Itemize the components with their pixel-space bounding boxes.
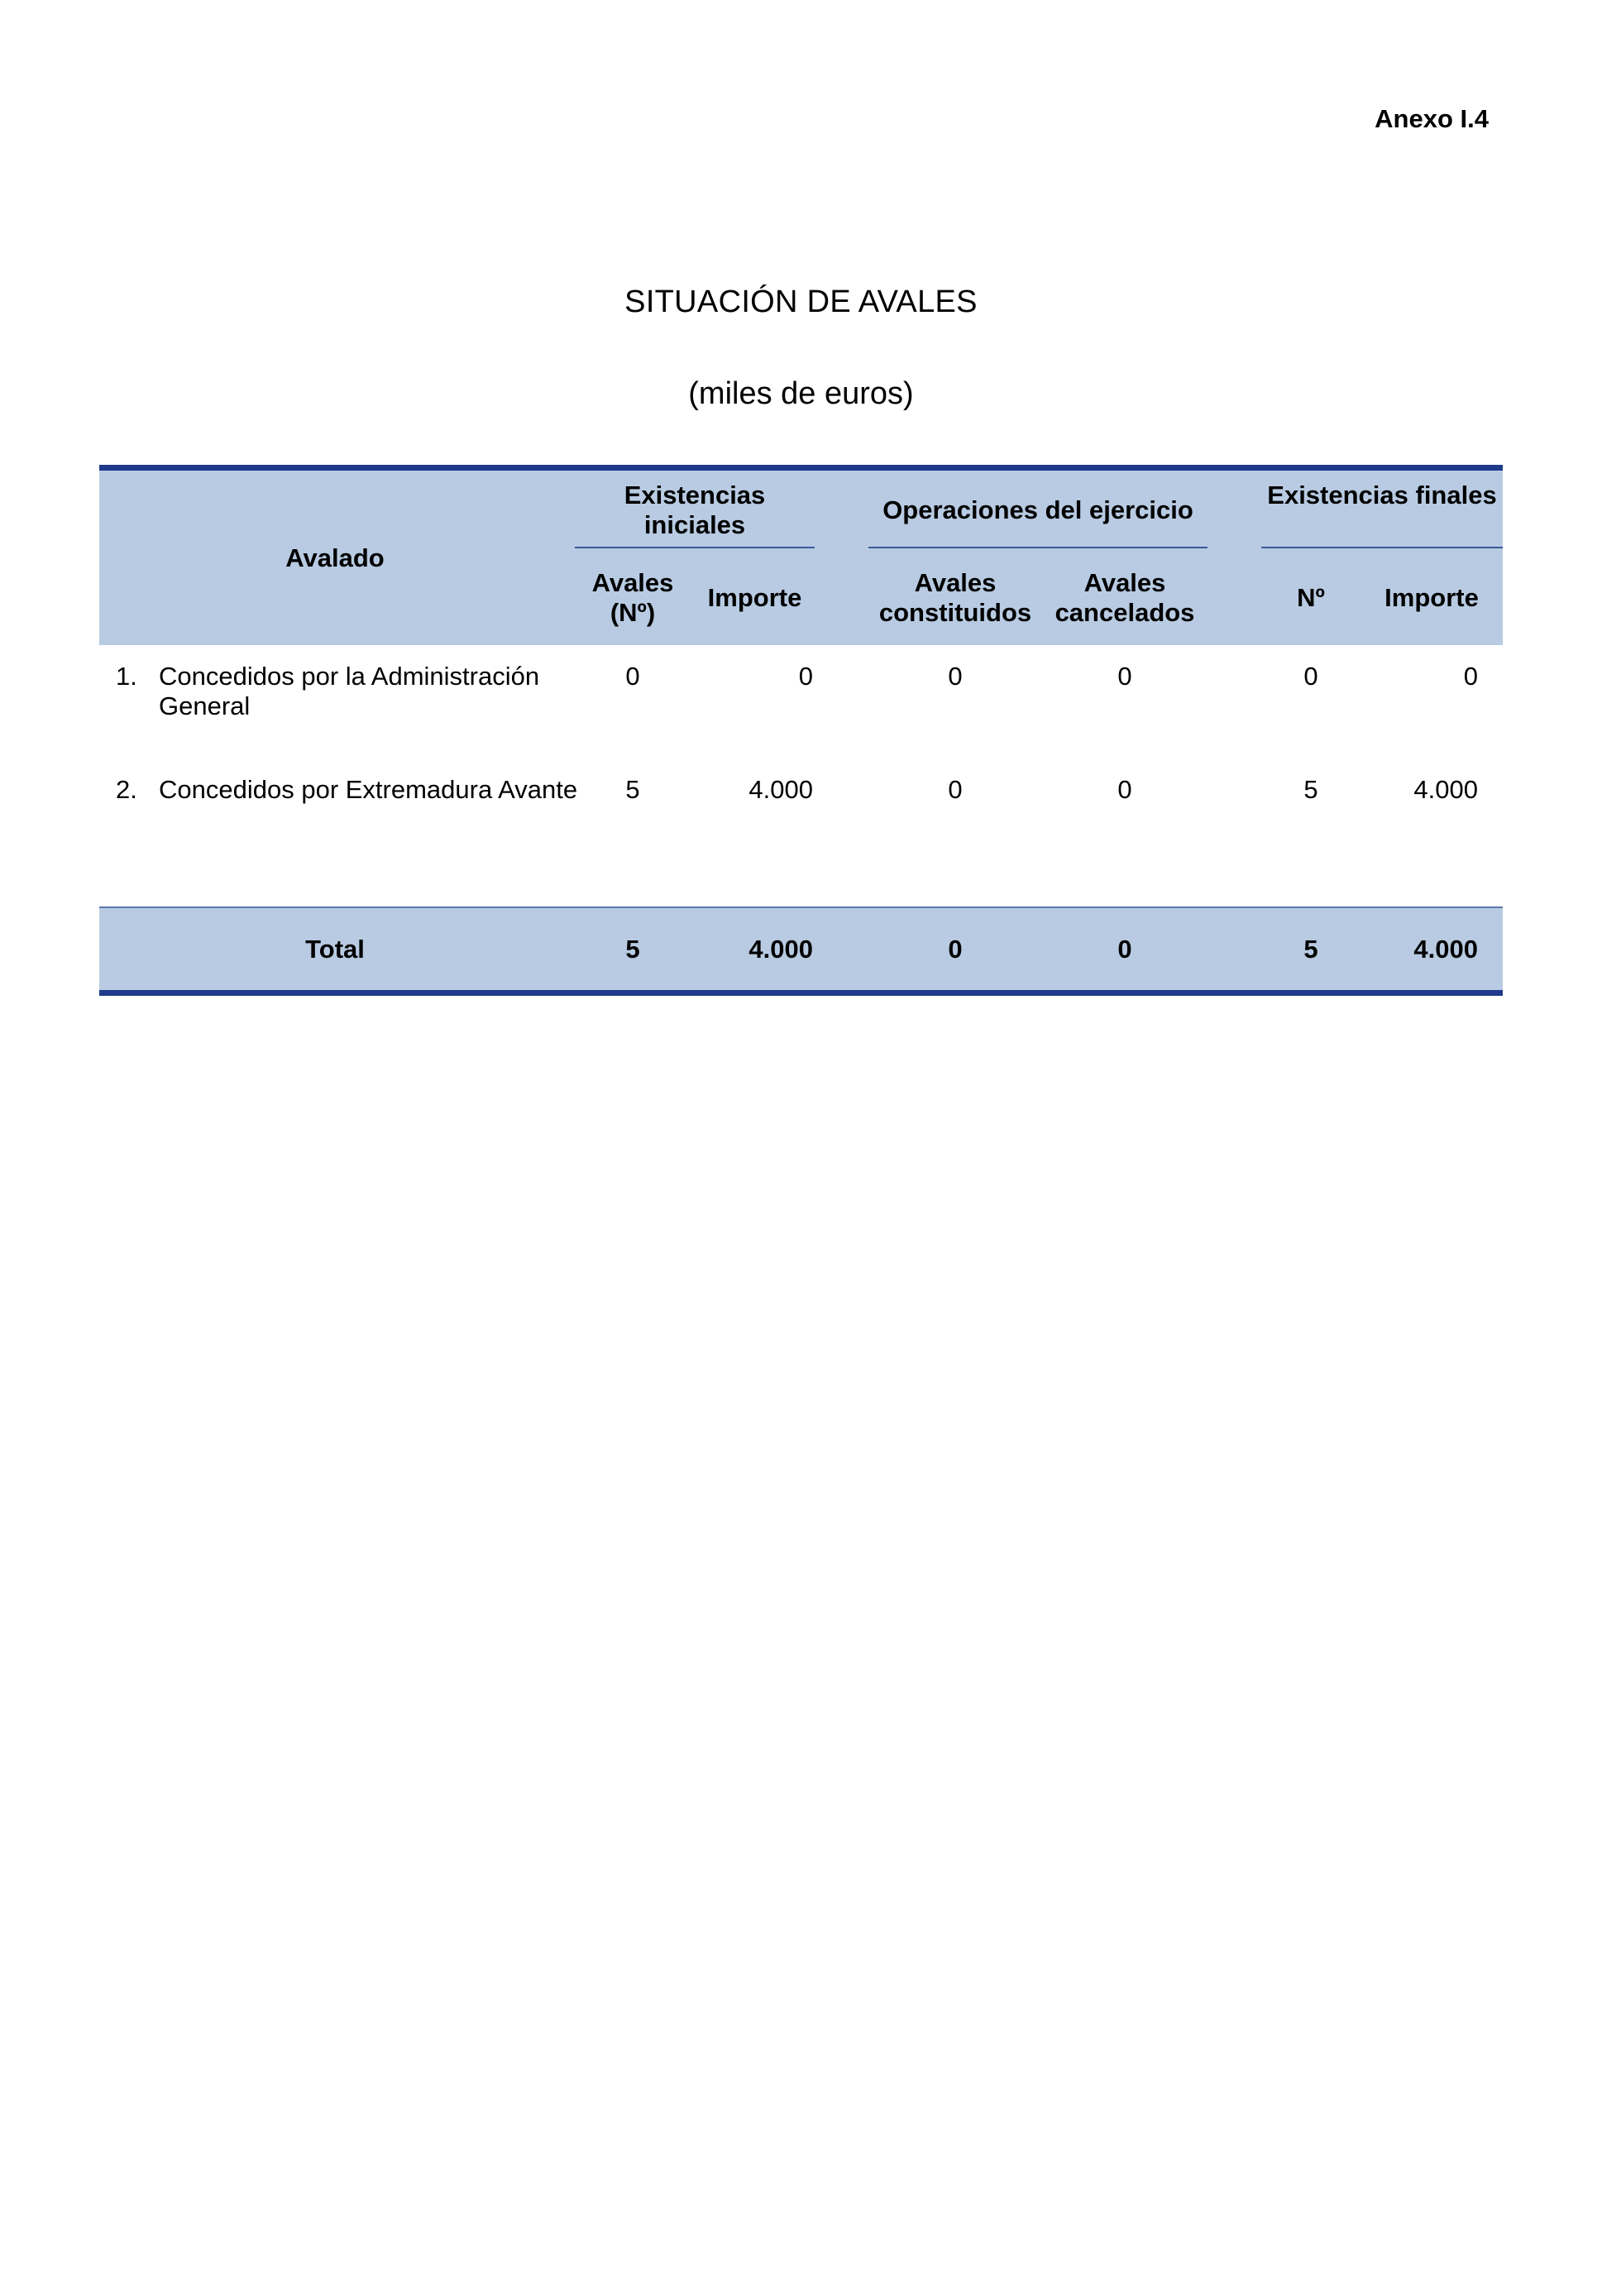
row-constituidos: 0 [948,662,963,691]
table-body [99,645,1503,906]
row-fin-importe: 0 [1463,662,1478,691]
row-number: 1. [116,662,137,691]
table-row [99,775,1503,888]
row-number: 2. [116,775,137,804]
header-existencias-finales: Existencias finales [1267,481,1497,509]
header-underline-finales [1261,547,1503,548]
row-ini-n: 0 [625,662,640,691]
total-ini-n: 5 [625,935,640,964]
header-importe-finales: Importe [1384,583,1479,612]
row-ini-n: 5 [625,775,640,804]
header-n-finales: Nº [1297,583,1325,612]
row-ini-importe: 4.000 [748,775,813,804]
row-cancelados: 0 [1117,775,1132,804]
header-avales-constituidos: Avales constituidos [878,568,1032,627]
header-avalado: Avalado [285,543,385,572]
annex-label: Anexo I.4 [1375,104,1489,133]
total-label: Total [305,935,365,964]
total-fin-n: 5 [1303,935,1318,964]
header-existencias-iniciales: Existencias iniciales [624,481,766,539]
table-bottom-rule [99,990,1503,996]
table-total-row [99,906,1503,990]
total-constituidos: 0 [948,935,963,964]
header-underline-operaciones [868,547,1207,548]
header-importe-iniciales: Importe [707,583,802,612]
row-label: Concedidos por Extremadura Avante [159,775,578,804]
guarantees-table [99,465,1503,996]
table-row [99,662,1503,775]
header-underline-iniciales [575,547,815,548]
row-fin-n: 0 [1303,662,1318,691]
document-title: SITUACIÓN DE AVALES [624,285,978,319]
row-fin-importe: 4.000 [1413,775,1478,804]
total-ini-importe: 4.000 [748,935,813,964]
total-fin-importe: 4.000 [1413,935,1478,964]
header-operaciones: Operaciones del ejercicio [882,495,1193,524]
row-cancelados: 0 [1117,662,1132,691]
row-fin-n: 5 [1303,775,1318,804]
table-header [99,471,1503,645]
table-top-rule [99,465,1503,471]
header-avales-n: Avales (Nº) [591,568,674,627]
header-avales-cancelados: Avales cancelados [1054,568,1195,627]
document-subtitle: (miles de euros) [688,376,914,411]
total-cancelados: 0 [1117,935,1132,964]
row-constituidos: 0 [948,775,963,804]
row-label: Concedidos por la Administración General [159,662,540,720]
row-ini-importe: 0 [798,662,813,691]
